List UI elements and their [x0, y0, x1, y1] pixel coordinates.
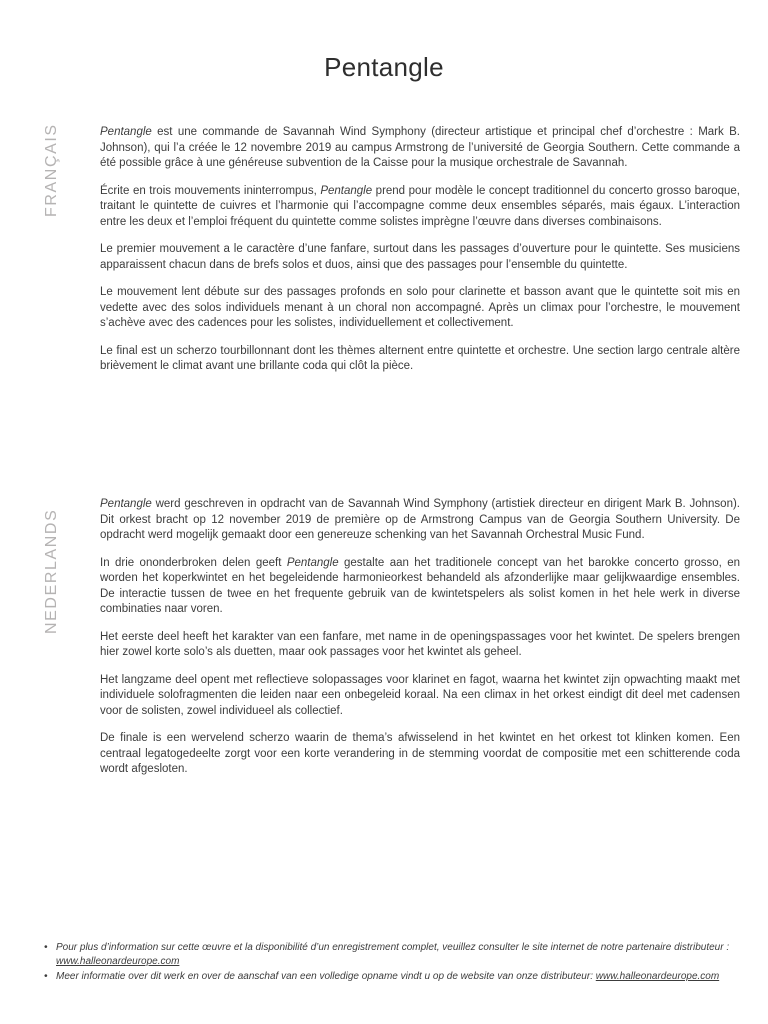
- text-segment: Het eerste deel heeft het karakter van een fanfare, met name in de openingspassages voor het kwintet. De spelers brengen hier zowel korte solo’s als duetten, maar ook passages voor het kwintet als geheel.: [100, 630, 740, 658]
- distributor-link[interactable]: www.halleonardeurope.com: [595, 971, 720, 982]
- language-label-nederlands: NEDERLANDS: [43, 508, 60, 634]
- text-segment: Le premier mouvement a le caractère d’une fanfare, surtout dans les passages d’ouverture pour le quintette. Ses musiciens apparaissent chacun dans de brefs solos et duos, ainsi que des passages pour l’ensemble du quintette.: [100, 243, 740, 271]
- paragraph: [100, 673, 740, 720]
- paragraph: [100, 242, 740, 273]
- text-segment: Le mouvement lent débute sur des passages profonds en solo pour clarinette et basson avant que le quintette soit mis en vedette avec des solos individuels menant à un choral non accompagné. Après un climax pour l’orchestre, le mouvement s’achève avec des cadences pour les solistes, individuellement et collectivement.: [100, 286, 740, 329]
- paragraph: [100, 556, 740, 618]
- paragraph: [100, 731, 740, 778]
- paragraphs-nederlands: [100, 497, 740, 778]
- page-title: Pentangle: [324, 52, 444, 82]
- text-segment: De finale is een wervelend scherzo waarin de thema’s afwisselend in het kwintet en het orkest tot klinken komen. Een centraal legatogedeelte zorgt voor een korte verandering in de stemming voordat de compositie met een schitterende coda wordt afgesloten.: [100, 732, 740, 775]
- text-segment: Het langzame deel opent met reflectieve solopassages voor klarinet en fagot, waarna het kwintet zijn opwachting maakt met individuele solofragmenten die leiden naar een onbegeleid koraal. Na een climax in het orkest eindigt dit deel met cadensen voor de solisten, zowel individueel als collectief.: [100, 673, 740, 717]
- footer-note: [44, 941, 744, 969]
- text-segment: In drie ononderbroken delen geeft: [100, 556, 287, 569]
- section-francais: [43, 123, 740, 387]
- paragraphs-francais: [100, 125, 740, 375]
- paragraph: [100, 184, 740, 231]
- work-title-inline: Pentangle: [100, 126, 152, 138]
- paragraph: [100, 125, 740, 172]
- footer-note: [44, 970, 744, 984]
- footer-note-text: Pour plus d’information sur cette œuvre et la disponibilité d’un enregistrement complet, veuillez consulter le site internet de notre partenaire distributeur :: [56, 942, 730, 953]
- paragraph: [100, 344, 740, 375]
- text-segment: est une commande de Savannah Wind Symphony (directeur artistique et principal chef d’orchestre : Mark B. Johnson), qui l’a créée le 12 novembre 2019 au campus Armstrong de l’université de Georgia Southern. Cette commande a été possible grâce à une généreuse subvention de la Caisse pour la musique orchestrale de Savannah.: [100, 126, 740, 169]
- distributor-link[interactable]: www.halleonardeurope.com: [56, 956, 180, 967]
- language-label-francais: FRANÇAIS: [43, 123, 60, 217]
- footer-note-text: Meer informatie over dit werk en over de aanschaf van een volledige opname vindt u op de website van onze distributeur:: [56, 971, 596, 982]
- bullet-marker: •: [44, 942, 48, 953]
- text-segment: Écrite en trois mouvements ininterrompus,: [100, 184, 321, 197]
- work-title-inline: Pentangle: [320, 184, 373, 197]
- text-segment: prend pour modèle le concept traditionnel du concerto grosso baroque, traitant le quintette de cuivres et l’harmonie qui l’accompagne comme deux ensembles séparés, mais égaux. L’interaction entre les deux et l’emploi fréquent du quintette comme solistes imprègne l’œuvre dans diverses combinaisons.: [100, 184, 740, 228]
- work-title-inline: Pentangle: [100, 498, 152, 510]
- text-segment: gestalte aan het traditionele concept van het barokke concerto grosso, en worden het koperkwintet en het begeleidende harmonieorkest behandeld als afzonderlijke maar gelijkwaardige ensembles. De interactie tussen de twee en het frequente gebruik van de kwintetspelers als solist komen in het hele werk in diverse combinaties naar voren.: [100, 556, 741, 615]
- paragraph: [100, 285, 740, 332]
- text-segment: Le final est un scherzo tourbillonnant dont les thèmes alternent entre quintette et orchestre. Une section largo centrale altère brièvement le climat avant une brillante coda qui clôt la pièce.: [100, 344, 740, 372]
- text-segment: werd geschreven in opdracht van de Savannah Wind Symphony (artistiek directeur en dirigent Mark B. Johnson). Dit orkest bracht op 12 november 2019 de première op de Armstrong Campus van de Georgia Southern University. De opdracht werd mogelijk gemaakt door een genereuze schenking van het Savannah Orchestral Music Fund.: [100, 498, 740, 541]
- paragraph: [100, 630, 740, 661]
- paragraph: [100, 497, 740, 544]
- footer-notes: [44, 941, 744, 985]
- bullet-marker: •: [44, 971, 48, 982]
- section-nederlands: [43, 497, 741, 790]
- work-title-inline: Pentangle: [286, 556, 339, 569]
